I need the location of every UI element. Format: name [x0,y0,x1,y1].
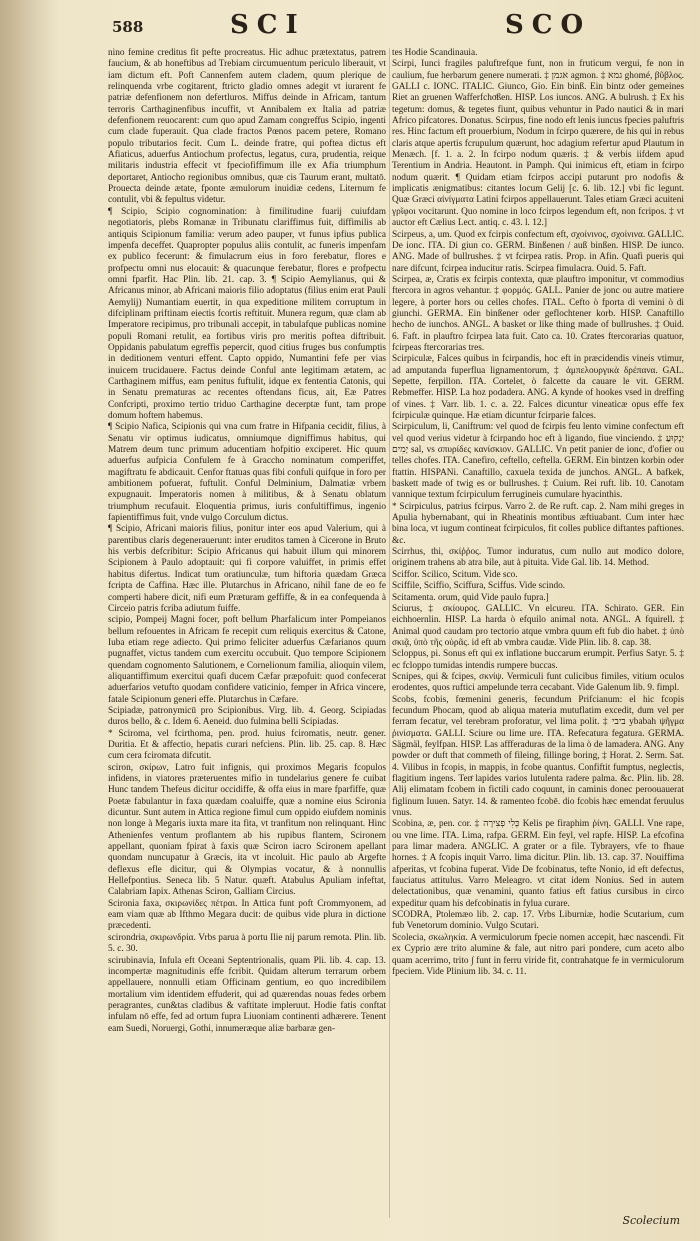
dictionary-entry: Scirrhus, thi, σκίῤῥος. Tumor induratus, cum nullo aut modico dolore, originem trahens ab atra bile, aut à pituita. Vide Gal. lib. 14. Method. [392,547,684,569]
dictionary-entry: Sciurus, ‡ σκίουρος. GALLIC. Vn elcureu. ITA. Schirato. GER. Ein eichhoernlin. HISP. La harda ò efquilo animal nota. ANGL. A fquirell. ‡ Animal quod caudam pro tectorio atque vmbra quum eft fub dio habet. ‡ ὑπὸ σκιᾷ, ὑπὸ τῆς οὐρᾶς. id eft ab vmbra caudæ. Vide Plin. lib. 8. cap. 38. [392,603,684,648]
dictionary-entry: Scironia faxa, σκιρωνίδες πέτραι. In Attica funt poft Crommyonem, ad eam viam quæ ab Ifthmo Megara ducit: de quibus vide plura in dictione præcedenti. [108,898,386,932]
dictionary-entry: scipio, Pompeij Magni focer, poft bellum Pharfalicum inter Pompeianos bellum refouentes in Africam fe recepit cum reliquis exercitus & Catone, Iuba etiam rege adiecto. Qui primo feliciter aduerfus Cæfarianos quum pugnaffet, victus tandem cum exercitu occubuit. Quo tempore Scipionem quendam cognomento Salutionem, e Cornelionum familia, alioquin vilem, aliquantiffimum exercitui quafi ducem Cæfar præpofuit: quod confecerat aduerfarios vetufto quodam confidere vaticinio, femper in Africa vincere, fatale Scipionum generi effe. Plutarchus in Cæfare. [108,615,386,705]
right-column [392,48,684,1223]
dictionary-entry: Sciffile, Sciffio, Sciffura, Sciffus. Vide scindo. [392,581,566,592]
dictionary-entry: Scirpiculum, li, Caniftrum: vel quod de fcirpis feu lento vimine confectum eft vel quod verius videtur à fcirpando hoc eft à ligando, fiue vinciendo. ‡ יַנְקוּעַ יָמִים sal, vs σπυρίδες κανίσκιον. GALLIC. Vn petit panier de ionc, d'ofier ou telles chofes. ITA. Canefiro, ceftello, ceftella. GERM. Ein bintzen korbin oder ftattin. HISPANi. Canaftillo, caxuela texida de junchos. ANGL. A bafkek, baskett made of twig es or bullrushes. ‡ Cuium. Rei ruft. lib. 10. Canotam vannique textum fcirpiculum ferrugineis cumulare hyacinthis. [392,422,684,501]
running-head-left: SCI [230,10,306,40]
dictionary-entry: Sciffor. Scilico, Scitum. Vide sco. [392,569,518,580]
dictionary-entry: * Scirpiculus, patrius fcirpus. Varro 2. de Re ruft. cap. 2. Nam mihi greges in Apulia hybernabant, qui in Rheatinis montibus æftiuabant. Cum inter hæc bina loca, vt iugum contineat fcirpiculos, fit colles publice diftantes paftiones. &c. [392,501,684,546]
running-head-right: SCO [505,10,592,40]
dictionary-entry: Scnipes, qui & fcipes, σκνίψ. Vermiculi funt culicibus fimiles, vitium oculos erodentes, quos ruftici ampelunde terra cecabant. Vide Galenum lib. 9. fimpl. [392,671,684,694]
dictionary-entry: Scirpea, æ, Cratis ex fcirpis contexta, quæ plauftro imponitur, vt commodius ftercora in agros vehantur. ‡ φορμός. GALL. Panier de jonc ou autre matiere legere, à porter hors ou celles chofes. ITAL. Cefto ò fporta di vemini ò di giunchi. GERMA. Ein binßener oder geflochtener korb. HISP. Canaftillo hecho de iunchos. ANGL. A basket or like thing made of bullrushes. ‡ Ouid. 6. Faft. in plauftro fcirpea lata fuit. Cato ca. 10. Crates ftercorarias quatuor, fcirpeas ftercorarias tres. [392,274,684,353]
page-number: 588 [112,18,144,36]
page-gutter-shadow [0,0,60,1241]
dictionary-entry: sciron, σκίρων, Latro fuit infignis, qui proximos Megaris fcopulos infidens, in viatores præteruentes mifio in tundelarius genere fe cuibat Hunc tandem Thefeus dicitur occidiffe, & offa eius in mare fparfiffe, quæ Poetæ fabulantur in faxa quædam coaluiffe, quæ a nomine eius Scironia dicuntur. Sunt autem in Attica regione fimul cum oppido eiufdem nominis non longe à Megaris iuxta mare ita fita, vt tranfitum non relinquant. Hinc Athenienfes ventum proflantem ab his rupibus flantem, Scironem appellant, quoniam fpirat à faxis quæ Sciron iacro Scironem apellant quondam nuncupatur à Græcis, ita vt incoluit. Hic paulo ab Argefte deflexus efle dicitur, qui & Olympias vocatur, & à nonnullis Hellefpontius. Seneca lib. 5 Natur. quæft. Atabulus Apuliam infeftat, Calabriam Iapix. Athenas Sciron, Galliam Circius. [108,762,386,898]
dictionary-entry: ¶ Scipio Nafica, Scipionis qui vna cum fratre in Hifpania cecidit, filius, à Senatu vir optimus iudicatus, omniumque digniffimus habitus, qui Matrem deum tunc primum aducentiam hofpitio exciperet. Hic quum aduerfus aufpicia Confulem fe à Graccho nominatum comperiffet, magiftratu fe abdicauit. Cenfor ftatuas quas fibi confuli quifque in foro per ambitionem pofuerat, fuftulit. Conful Delminium, Dalmatiæ vrbem expugnauit. Imperatoris nomen à militibus, & à Senatu oblatum triumphum recufauit. Eloquentia primus, iuris confultiffimus, ingenio fapientiffimus fuit, vnde vulgo Corculum dictus. [108,422,386,524]
dictionary-entry: Scobs, fcobis, fœmenini generis, fecundum Prifcianum: el hic fcopis fecundum Phocam, quod ab aliqua materia mutuflatim excedit, dum vel per ferram fecatur, vel terebram proforatur, vel lima polit. ‡ ביבי ybabah ψῆγμα ῥινίσματα. GALLI. Sciure ou lime ure. ITA. Refecatura fegatura. GERMA. Sägmäl, feylfpan. HISP. Las affferaduras de la lima ò de lamadera. ANG. Any powder or duft that commeth of fileing, fillinge boring, ‡ Horat. 2. Serm. Sat. 4. Vilibus in fcopis, in mappis, in fcobe quantus. Confiftit fumptus, neglectis, flagitium ingens. Tenͤ lapides varios lutulenta radere palma. &c. Plin. lib. 28. Alij elimatam fcobem in fictili cado coquunt, in caminis donec peroouauerat figlinum Iuuen. Satyr. 14. & ramenteo fcobē. dio fcobis hæc emendat feruulus vnus. [392,694,684,819]
dictionary-entry: scirubinavia, Infula eft Oceani Septentrionalis, quam Pli. lib. 4. cap. 13. incompertæ magnitudinis effe fcribit. Quidam alterum terrarum orbem appellauere, nonnulli etiam Officinam gentium, eo quo incredibilem mortalium vim identidem effuderit, qui ad quærendas nouas fedes orbem peragrantes, cun&tas cladibus & vaftitate impleruut. Hodie fatis conftat infulam nō effe, fed ad ortum fupra Liuoniam continenti adhærere. Tenent eam Suedi, Noruergi, Gothi, innumeræque aliæ barbaræ gen- [108,955,386,1034]
dictionary-entry: Scirpeus, a, um. Quod ex fcirpis confectum eft, σχοίνινος, σχοίνινα. GALLIC. De ionc. ITA. Di giun co. GERM. Binßenen / auß binßen. HISP. De iunco. ANG. Made of bullrushes. ‡ vt fcirpea ratis. Prop. in Afin. Quafi pueris qui nare difcunt, fcirpea inducitur ratis. Scirpea fimulacra. Ouid. 5. Faft. [392,229,684,274]
catchword: Scolecium [622,1214,680,1227]
dictionary-entry: Scloppus, pi. Sonus eft qui ex inflatione buccarum erumpit. Perfius Satyr. 5. ‡ ec fcloppo tumidas intendis rumpere buccas. [392,649,684,671]
dictionary-entry: scirondria, σκιρωνδρία. Vrbs parua à portu Ilie nij parum remota. Plin. lib. 5. c. 30. [108,932,386,955]
dictionary-entry: Scirpiculæ, Falces quibus in fcirpandis, hoc eft in præcidendis vineis vtimur, ad amputanda fuperflua lignamentorum, ‡ ἀμπελουργικὰ δρέπανα. GAL. Sepette, ferpillon. ITA. Cortelet, ò falcette da cauare le vit. GERM. Rebmeffer. HISP. La hoz podadera. ANG. A kynde of hookes vsed in dreffing of vines. ‡ Varr. lib. 1. c. a. 22. Falces dicuntur vineaticæ opus effe fex fcirpiculæ quinque. Hæ etiam dicuntur fcirparie falces. [392,354,684,421]
dictionary-entry: SCODRA, Ptolemæo lib. 2. cap. 17. Vrbs Liburniæ, hodie Scutarium, cum fub Venetorum dominio. Vulgo Scutari. [392,910,684,932]
dictionary-entry: nino femine creditus fit pefte procreatus. Hic adhuc prætextatus, patrem faucium, & ab honeftibus ad Trebiam circumuentum periculo liberauit, vt iam dictum eft. Poft Cannenfem autem cladem, quum plerique de relinquenda vrbe cogitarent, ftricto gladio omnes adegit vt iurarent fe patriæ defenfionem non defertluros. Miffus deinde in Africam, tantum terroris Carthaginenfibus incuffit, vt Annibalem ex Italia ad patriæ defenfionem reuocarent: cum quo apud Zamam congreffus Scipio, ingenti cum clade fuperauit. Qua clade fractos Pœnos pacem petere, Romano populo tributarios fecit. Cum L. deinde fratre, qui poftea dictus eft Afiaticus, aduerfus Antiochum profectus, legatus, cura, prudentia, reique militaris industria effecit vt fpeciofiffimum ille ex Afia triumphum deportaret, Antiocho regionibus omnibus, quæ cis Taurum erant, multatō. Prouecta deinde ætate, fponte æmulorum inuidiæ cedens, Liternum fe contulit, vbi & fepultus videtur. [108,48,386,206]
column-divider [389,48,390,1218]
dictionary-entry: Scobina, æ, pen. cor. ‡ כְּלִי פְצִירָה Kelis pe firaphim ῥίνη. GALLI. Vne rape, ou vne lime. ITA. Lima, rafpa. GERM. Ein feyl, vel rapfe. HISP. La efcofina para limar madera. ANGLIC. A grater or a file. Tybrayers, vfe to fhaue hornes. ‡ A fcopis inquit Varro. lima dicitur. Plin. lib. 13. cap. 37. Nouiffima afperitas, vt fcobina fuperat. Vide De fcobinatus, tefte Nonio, id eft defectus, fauciatus attitulus. Varro Meleagro. vt citat idem Nonius. Sed in autem delectationibus, quæ venamini, quanto fatius eft fatius cursibus in circo expeditur quam his defcobinatis in fylua curare. [392,819,684,909]
dictionary-entry: Scolecia, σκωληκία. A vermiculorum fpecie nomen accepit, hæc nascendi. Fit ex Cyprio ære trito alumine & fale, aut nitro pari pondere, cum aceto albo quam acerrimo, trito ∫ funt in ferru viride fit, contrahatque fe in vermiculorum fpeciem. Vide Plinium lib. 34. c. 11. [392,932,684,977]
dictionary-entry: ¶ Scipio, Scipio cognomination: à fimilitudine fuarij cuiufdam negotiatoris, plebs Romanæ in Tribunatu clariffimus fuit, diffimilis ab antiquis Scipionum familia: verum adeo pauper, vt funus ipfius publica impenfa deceffet. Quapropter populus aliis contulit, ac funeris impenfam ex publico fecerunt: & fimulacrum eius in foro ferebatur, flores e profpectu omni nus elocauit: & quacunque ferebatur, flores e profpectu omni fparfit. Hac Plin. lib. 21. cap. 3. ¶ Scipio Aemylianus, qui & Africanus minor, ab Africani maioris filio adoptatus (filius enim erat Pauli Aemylij) Numantiam euertit, in qua expeditione militem corruptum in difciplinam priftinam eiectis fcortis reftituit. Munera regum, quæ clam ab Imperatore recipimus, pro tribunali accepit, in tabulafque publicas nomine populi Romani retulit, ea fortibus viris pro meritis poftea diftribuit. Oppidanis pabulatum egreffis pepercit, quod citius fruges bus confumptis in deditionem venturi effent. Capto oppido, Numantini fefe per vias inuicem trucidauere. Factus deinde Conful ante legitimam ætatem, ac Carthaginem miffus, eam penitus fuftulit, idque ex fententia Catonis, qui in Senatu prematuras ac recentes oftendans ficus, ait, Eæ Patres Confcripti, proximo tertio triduo Carthagine decerptæ funt, tam prope domum hoftem habemus. [108,206,386,421]
dictionary-entry: ¶ Scipio, Africani maioris filius, ponitur inter eos apud Valerium, qui à parentibus claris degenerauerunt: inter eruditos tamen à Cicerone in Bruto his verbis defcribitur: Scipio Africanus qui habuit illum qui minorem Scipionem à Paulo adoptauit: qui fi corpore valuiffet, in primis effet habitus difertus. Indicat tum oratiunculæ, tum hiftoria quædam Græca fcripta de Caffina. Hæc ille. Plutarchus in Africano, nihil fane de eo fe comperti habere dicit, nifi eum Præturam geffiffe, & in ea confequenda à Circeio patris fcriba adiutum fuiffe. [108,524,386,614]
dictionary-entry: tes Hodie Scandinauia. [392,48,478,58]
dictionary-entry: Scipiadæ, patronymicū pro Scipionibus. Virg. lib. 4. Georg. Scipiadas duros bello, & c. Idem 6. Aeneid. duo fulmina belli Scipiadas. [108,705,386,728]
dictionary-entry: * Sciroma, vel fcirthoma, pen. prod. huius fciromatis, neutr. gener. Duritia. Et & affectio, hepatis curari nefciens. Plin. lib. 25. cap. 8. Hæc cum cera fciromata difcutit. [108,728,386,762]
dictionary-entry: Scirpi, Iunci fragiles paluftrefque funt, non in fruticum vergui, fe non in caulium, fue herbarum genere numerati. ‡ אגמן agmon. ‡ גמא ghomé, βῦβλος. GALLI c. IONC. ITALIC. Giunco, Gio. Ein binß. Ein bintz oder gemeines Riet an gruenen Wafferfchoͤßen. HISP. Los iuncos. ANG. A bulrush. ‡ Ex his tegetum: domus, & tegetes fiunt, quibus vehuntur in Pado nautici & in mari Africo pifcatores. Donatus. Scirpus, fine nodo eft lenis iuncus fpecies paluftris res. Hinc factum eft prouerbium, Nodum in fcirpo quærere, de his qui in rebus claris atque apertis fcrupulum quærunt, hoc adagium refertur apud Plautum in Menæch. [f. 1. a. 2. In fcirpo nodum quæris. ‡ & verbis iifdem apud Terentium in Andria. Heautont. in Pamph. Qui inimicus eft, etiam in fcirpo nodum quærit. ¶ Quidam etiam fcirpos accipi putarunt pro nodofis & implicatis ænigmatibus: citantes locum Gelij [c. 6. lib. 12.] vbi fic legunt. Quæ Græci αἰνίγματα Latini fcirpos appellauerunt. Tales etiam Græci acuiteni γρῖφοι vocitarunt. Quo nomine in loco fcirpos legendum eft, non fcripos. ‡ vt auctor eft Cælius Lect. antiq. c. 43. l. 12.] [392,59,684,229]
dictionary-entry: Scitamenta. orum, quid Vide paulo fupra.] [392,592,549,603]
left-column [108,48,386,1223]
